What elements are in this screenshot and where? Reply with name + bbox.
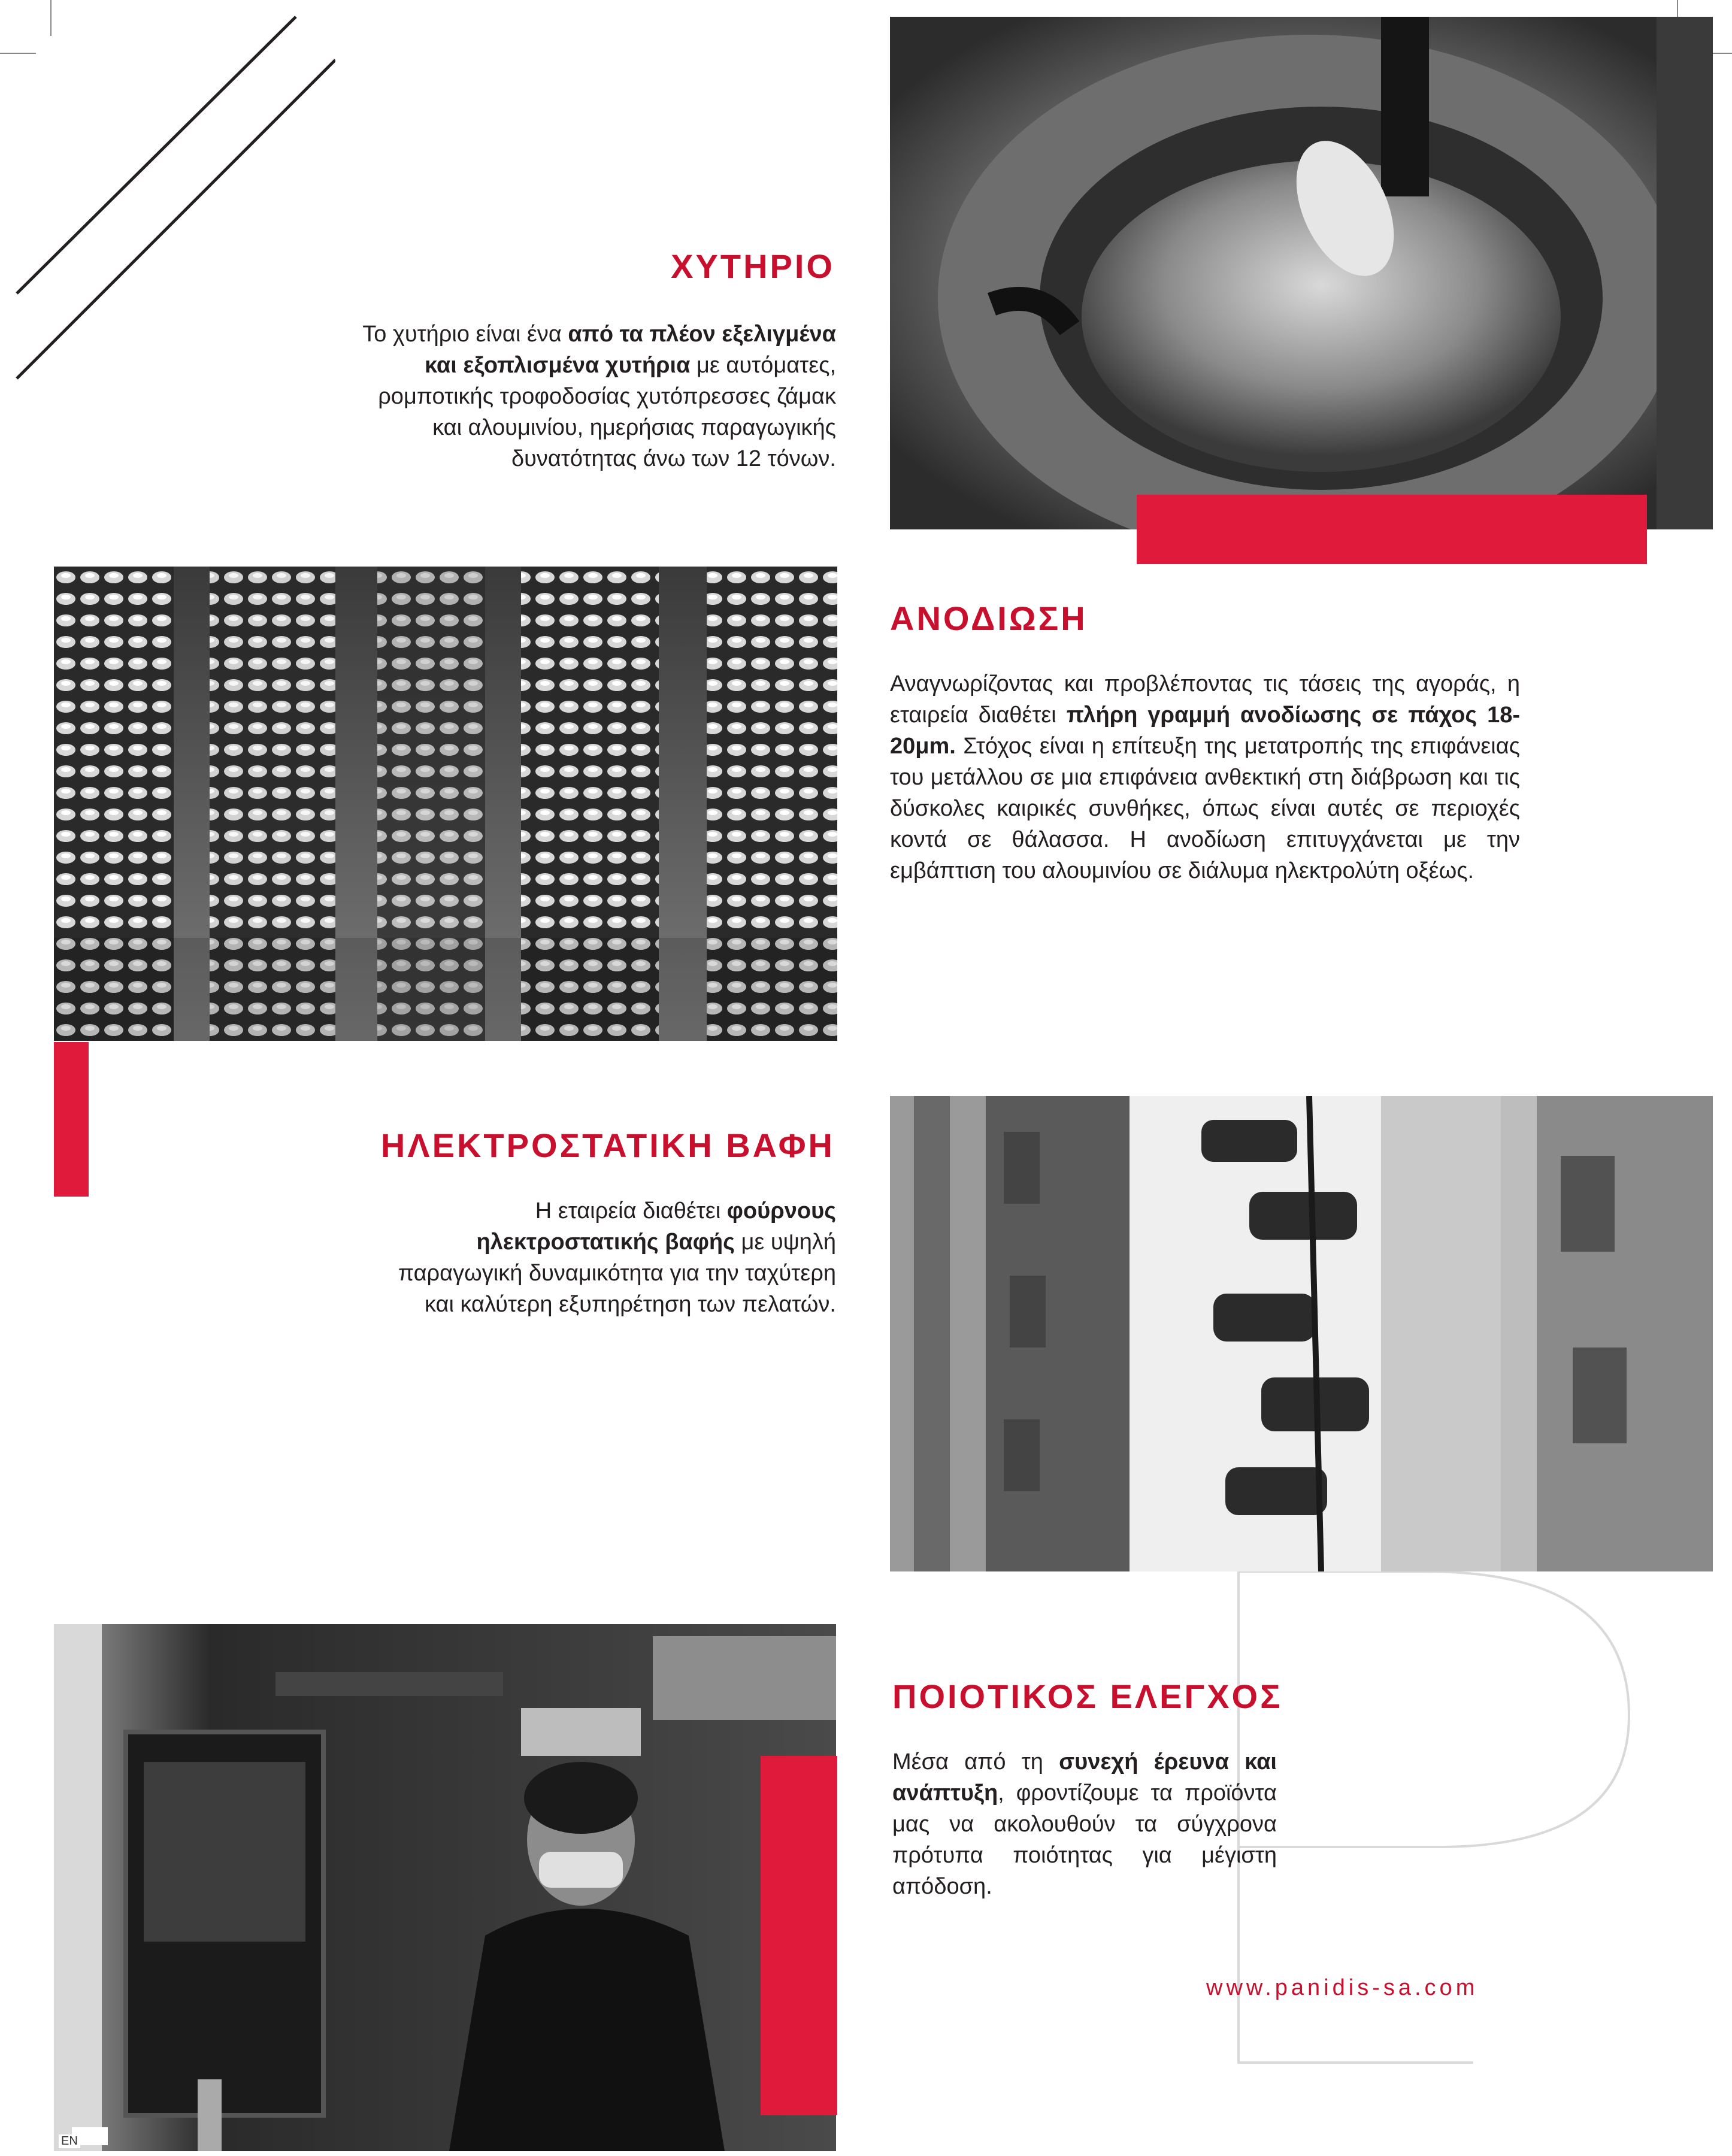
foundry-text [352, 319, 836, 474]
anodizing-red-strip-lower [54, 1042, 89, 1197]
quality-control-photo [54, 1624, 836, 2151]
foundry-photo [890, 17, 1713, 529]
powder-coating-text-bold: φούρνους ηλεκτροστατικής βαφής [476, 1198, 836, 1255]
website-link[interactable]: www.panidis-sa.com [1206, 1975, 1479, 2000]
anodizing-text-part-2: Στόχος είναι η επίτευξη της μετατροπής της επιφάνειας του μετάλλου σε μια επιφάνεια ανθεκτική στη διάβρωση και τις δύσκολες καιρικές συνθήκες, όπως είναι αυτές σε περιοχές κοντά σε θάλασσα. Η ανοδίωση επιτυγχάνεται με την εμβάπτιση του αλουμινίου σε διάλυμα ηλεκτρολύτη οξέως. [890, 734, 1520, 883]
powder-coating-text-part-1: Η εταιρεία διαθέτει [535, 1198, 727, 1224]
quality-control-text-part-1: Μέσα από τη [892, 1749, 1059, 1775]
anodizing-title: ΑΝΟΔΙΩΣΗ [890, 599, 1088, 637]
diagonal-lines-decoration [0, 0, 335, 395]
foundry-text-part-1: Το χυτήριο είναι ένα [362, 322, 568, 347]
quality-control-title: ΠΟΙΟΤΙΚΟΣ ΕΛΕΓΧΟΣ [892, 1677, 1283, 1715]
quality-control-text-part-2: , φροντίζουμε τα προϊόντα μας να ακολουθούν τα σύγχρονα πρότυπα ποιότητας για μέγιστη απόδοση. [892, 1780, 1277, 1899]
quality-red-bar [761, 1756, 837, 2115]
powder-coating-text-part-2: με υψηλή παραγωγική δυναμικότητα για την ταχύτερη και καλύτερη εξυπηρέτηση των πελατών. [398, 1230, 836, 1317]
foundry-title: ΧΥΤΗΡΙΟ [671, 247, 835, 285]
powder-coating-title: ΗΛΕΚΤΡΟΣΤΑΤΙΚΗ ΒΑΦΗ [380, 1127, 835, 1164]
powder-coating-text [383, 1195, 836, 1320]
anodizing-text-bold: πλήρη γραμμή ανοδίωσης σε πάχος 18-20μm. [890, 702, 1520, 759]
anodizing-photo [54, 567, 837, 1041]
anodizing-text-part-1: Αναγνωρίζοντας και προβλέποντας τις τάσεις της αγοράς, η εταιρεία διαθέτει [890, 671, 1520, 728]
anodizing-text [890, 668, 1520, 886]
foundry-text-bold: από τα πλέον εξελιγμένα και εξοπλισμένα χυτήρια [425, 322, 836, 378]
foundry-red-bar [1137, 495, 1647, 564]
photo-badge-label: EN [59, 2134, 80, 2148]
foundry-text-part-2: με αυτόματες, ρομποτικής τροφοδοσίας χυτόπρεσσες ζάμακ και αλουμινίου, ημερήσιας παραγωγικής δυνατότητας άνω των 12 τόνων. [378, 353, 836, 471]
quality-control-text-bold: συνεχή έρευνα και ανάπτυξη [892, 1749, 1277, 1806]
quality-control-text [892, 1746, 1277, 1902]
powder-coating-photo [890, 1096, 1713, 1571]
